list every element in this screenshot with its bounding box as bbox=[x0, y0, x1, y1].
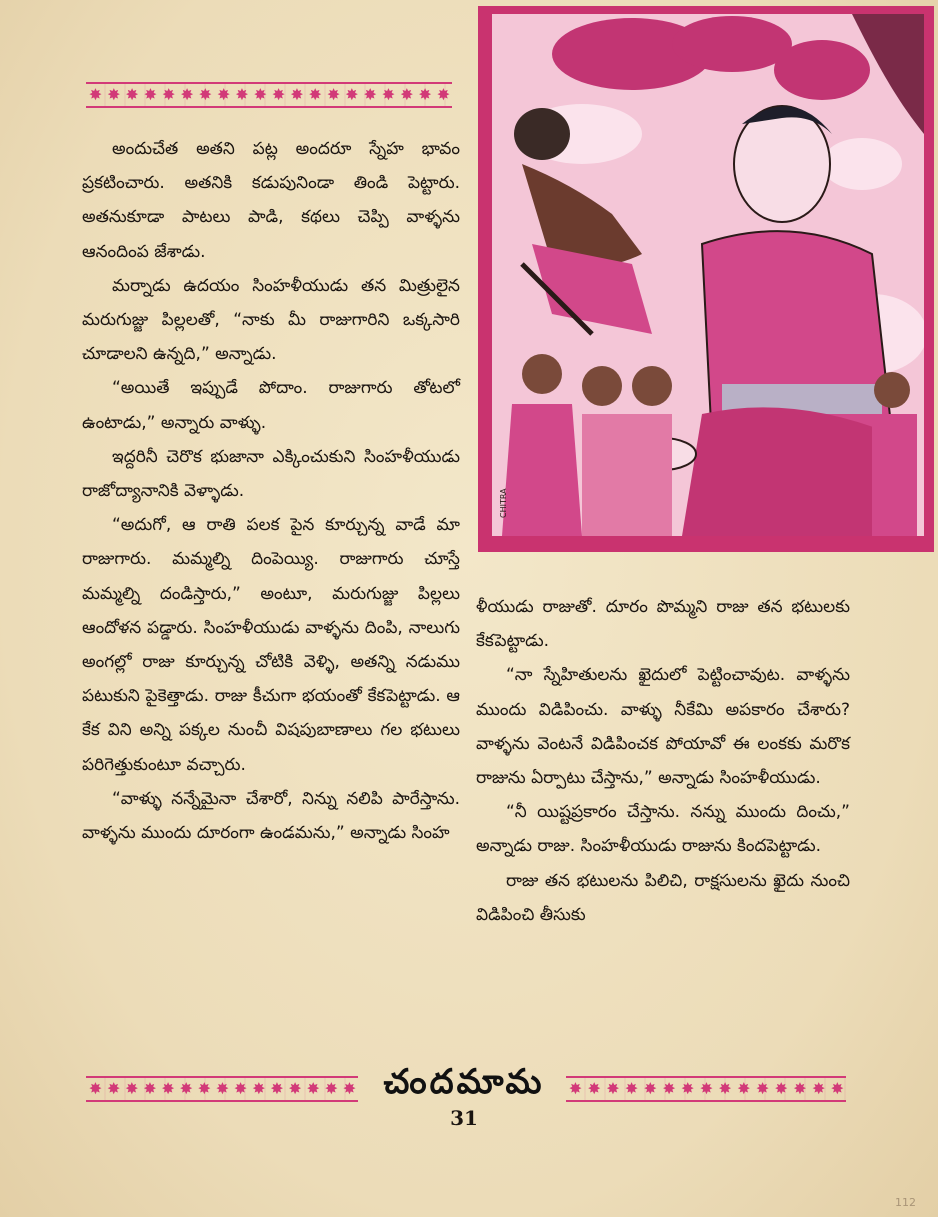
story-illustration bbox=[478, 6, 934, 552]
ornament-star: ✸ bbox=[253, 85, 267, 104]
ornament-star: ✸ bbox=[143, 1079, 156, 1098]
ornament-star: ✸ bbox=[568, 1079, 582, 1098]
paragraph: “అయితే ఇప్పుడే పోదాం. రాజుగారు తోటలో ఉంటాడు,” అన్నారు వాళ్ళు. bbox=[82, 378, 460, 433]
paragraph: ళీయుడు రాజుతో. దూరం పొమ్మని రాజు తన భటులకు కేకపెట్టాడు. bbox=[476, 597, 850, 652]
ornament-star: ✸ bbox=[811, 1079, 825, 1098]
page-number: 31 bbox=[450, 1106, 478, 1130]
dwarf-head-shape bbox=[582, 366, 622, 406]
ornament-star: ✸ bbox=[400, 85, 413, 104]
tree-canopy-shape bbox=[774, 40, 870, 100]
paragraph: “వాళ్ళు నన్నేమైనా చేశారో, నిన్ను నలిపి పారేస్తాను. వాళ్ళను ముందు దూరంగా ఉండమను,” అన్నాడు సింహ bbox=[82, 788, 460, 844]
ornament-star: ✸ bbox=[418, 85, 431, 104]
bottom-left-decorative-border bbox=[86, 1076, 358, 1102]
ornament-star: ✸ bbox=[436, 85, 450, 104]
dwarf-body-shape bbox=[582, 414, 672, 536]
ornament-star: ✸ bbox=[755, 1079, 769, 1098]
ornament-star: ✸ bbox=[681, 1079, 694, 1098]
ornament-star: ✸ bbox=[774, 1079, 787, 1098]
ornament-star: ✸ bbox=[290, 85, 303, 104]
dwarf-head-shape bbox=[522, 354, 562, 394]
ornament-star: ✸ bbox=[587, 1079, 600, 1098]
ornament-star: ✸ bbox=[830, 1079, 844, 1098]
top-decorative-border bbox=[86, 82, 452, 108]
paragraph: మర్నాడు ఉదయం సింహళీయుడు తన మిత్రులైన మరుగుజ్జు పిల్లలతో, “నాకు మీ రాజుగారిని ఒక్కసారి చూడాలని ఉన్నది,” అన్నాడు. bbox=[82, 275, 460, 365]
ornament-star: ✸ bbox=[216, 85, 230, 104]
ornament-star: ✸ bbox=[88, 1079, 102, 1098]
dwarf-body-shape bbox=[502, 404, 582, 536]
cloud-shape bbox=[822, 138, 902, 190]
dwarf-head-shape bbox=[874, 372, 910, 408]
bottom-right-decorative-border bbox=[566, 1076, 846, 1102]
ornament-star: ✸ bbox=[106, 1079, 120, 1098]
ornament-star: ✸ bbox=[606, 1079, 619, 1098]
dwarf-body-shape bbox=[872, 414, 917, 536]
dwarf-head-shape bbox=[632, 366, 672, 406]
ornament-star: ✸ bbox=[381, 85, 395, 104]
left-text-column bbox=[82, 132, 460, 850]
ornament-star: ✸ bbox=[345, 85, 358, 104]
ornament-star: ✸ bbox=[215, 1079, 229, 1098]
ornament-star: ✸ bbox=[125, 85, 138, 104]
ornament-star: ✸ bbox=[737, 1079, 750, 1098]
ornament-star: ✸ bbox=[180, 85, 193, 104]
ornament-star: ✸ bbox=[161, 1079, 174, 1098]
ornament-star: ✸ bbox=[235, 85, 248, 104]
ornament-star: ✸ bbox=[197, 1079, 211, 1098]
magazine-title: చందమామ bbox=[383, 1062, 545, 1102]
ornament-star: ✸ bbox=[198, 85, 212, 104]
artist-signature: CHITRA bbox=[499, 488, 508, 518]
corner-mark: 112 bbox=[895, 1196, 916, 1209]
ornament-star: ✸ bbox=[125, 1079, 138, 1098]
ornament-star: ✸ bbox=[233, 1079, 247, 1098]
right-text-column bbox=[476, 590, 850, 932]
ornament-star: ✸ bbox=[143, 85, 157, 104]
ornament-star: ✸ bbox=[624, 1079, 638, 1098]
ornament-star: ✸ bbox=[288, 1079, 301, 1098]
ornament-star: ✸ bbox=[306, 1079, 319, 1098]
demon-head-shape bbox=[514, 108, 570, 160]
ornament-star: ✸ bbox=[162, 85, 175, 104]
ornament-star: ✸ bbox=[662, 1079, 675, 1098]
ornament-star: ✸ bbox=[793, 1079, 806, 1098]
ornament-star: ✸ bbox=[699, 1079, 713, 1098]
ornament-star: ✸ bbox=[88, 85, 102, 104]
paragraph: రాజు తన భటులను పిలిచి, రాక్షసులను ఖైదు నుంచి విడిపించి తీసుకు bbox=[476, 870, 850, 925]
ornament-star: ✸ bbox=[342, 1079, 356, 1098]
ornament-star: ✸ bbox=[308, 85, 321, 104]
paragraph: అందుచేత అతని పట్ల అందరూ స్నేహ భావం ప్రకటించారు. అతనికి కడుపునిండా తిండి పెట్టారు. అతనుకూడా పాటలు పాడి, కథలు చెప్పి వాళ్ళను ఆనందింప జేశాడు. bbox=[82, 139, 460, 262]
paragraph: “నీ యిష్టప్రకారం చేస్తాను. నన్ను ముందు దించు,” అన్నాడు రాజు. సింహళీయుడు రాజును కిందపెట్టాడు. bbox=[476, 802, 850, 857]
ornament-star: ✸ bbox=[718, 1079, 731, 1098]
ornament-star: ✸ bbox=[270, 1079, 283, 1098]
ornament-star: ✸ bbox=[271, 85, 285, 104]
ornament-star: ✸ bbox=[107, 85, 120, 104]
paragraph: “అదుగో, ఆ రాతి పలక పైన కూర్చున్న వాడే మా రాజుగారు. మమ్మల్ని దింపెయ్యి. రాజుగారు చూస్తే మమ్మల్ని దండిస్తారు,” అంటూ, మరుగుజ్జు పిల్లలు ఆందోళన పడ్డారు. సింహళీయుడు వాళ్ళను దింపి, నాలుగు అంగల్లో రాజు కూర్చున్న చోటికి వెళ్ళి, అతన్ని నడుము పటుకుని పైకెత్తాడు. రాజు కీచుగా భయంతో కేకపెట్టాడు. ఆ కేక విని అన్ని పక్కల నుంచీ విషపుబాణాలు గల భటులు పరిగెత్తుకుంటూ వచ్చారు. bbox=[82, 515, 460, 775]
paragraph: ఇద్దరినీ చెరొక భుజానా ఎక్కించుకుని సింహళీయుడు రాజోద్యానానికి వెళ్ళాడు. bbox=[82, 446, 460, 502]
ornament-star: ✸ bbox=[326, 85, 340, 104]
paragraph: “నా స్నేహితులను ఖైదులో పెట్టించావుట. వాళ్ళను ముందు విడిపించు. వాళ్ళు నీకేమి అపకారం చేశారు? వాళ్ళను వెంటనే విడిపించక పోయావో ఈ లంకకు మరొక రాజును ఏర్పాటు చేస్తాను,” అన్నాడు సింహళీయుడు. bbox=[476, 665, 850, 789]
tree-canopy-shape bbox=[672, 16, 792, 72]
ornament-star: ✸ bbox=[643, 1079, 657, 1098]
ornament-star: ✸ bbox=[363, 85, 376, 104]
illustration-art bbox=[492, 14, 924, 536]
ornament-star: ✸ bbox=[179, 1079, 192, 1098]
ornament-star: ✸ bbox=[252, 1079, 265, 1098]
hero-face-shape bbox=[734, 106, 830, 222]
ornament-star: ✸ bbox=[324, 1079, 338, 1098]
